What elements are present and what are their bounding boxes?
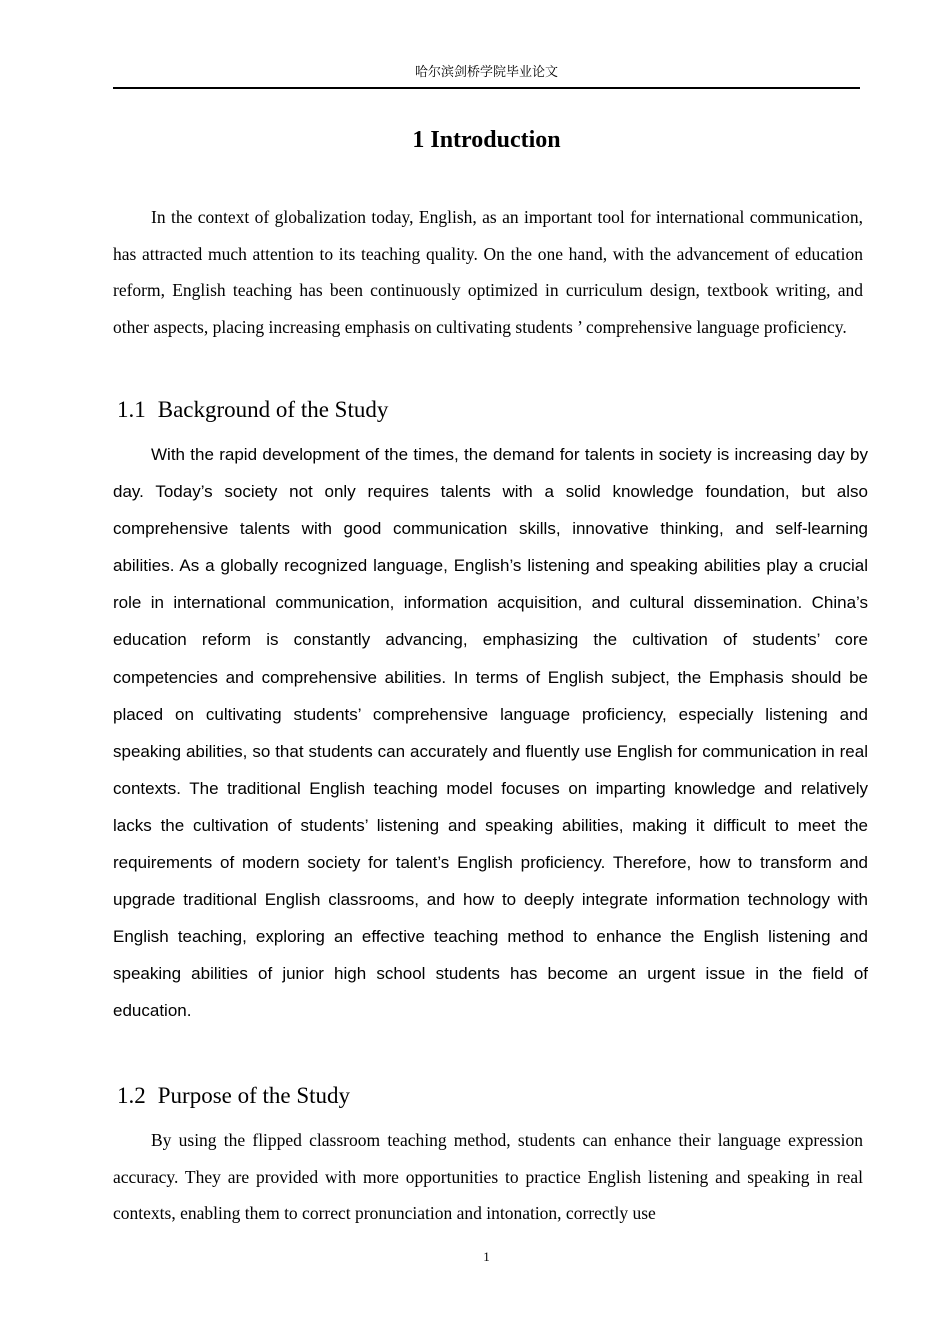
intro-paragraph: In the context of globalization today, English, as an important tool for international communication, has attracted much attention to its teaching quality. On the one hand, with the advancement of education reform, English teaching has been continuously optimized in curriculum design, textbook writing, and other aspects, placing increasing emphasis on cultivating students ’ comprehensive language proficiency.	[113, 207, 863, 337]
section-title: Purpose of the Study	[157, 1083, 351, 1108]
chapter-title: 1 Introduction	[412, 127, 561, 153]
section-heading-purpose	[117, 1081, 350, 1111]
page-number: 1	[483, 1249, 490, 1264]
background-paragraph: With the rapid development of the times, the demand for talents in society is increasing day by day. Today’s society not only requires talents with a solid knowledge foundation, but also comprehensive talents with good communication skills, innovative thinking, and self-learning abilities. As a globally recognized language, English’s listening and speaking abilities play a crucial role in international communication, information acquisition, and cultural dissemination. China’s education reform is constantly advancing, emphasizing the cultivation of students’ core competencies and comprehensive abilities. In terms of English subject, the Emphasis should be placed on cultivating students’ comprehensive language proficiency, especially listening and speaking abilities, so that students can accurately and fluently use English for communication in real contexts. The traditional English teaching model focuses on imparting knowledge and relatively lacks the cultivation of students’ listening and speaking abilities, making it difficult to meet the requirements of modern society for talent’s English proficiency. Therefore, how to transform and upgrade traditional English classrooms, and how to deeply integrate information technology with English teaching, exploring an effective teaching method to enhance the English listening and speaking abilities of junior high school students has become an urgent issue in the field of education.	[113, 445, 868, 1021]
purpose-paragraph: By using the flipped classroom teaching method, students can enhance their language expression accuracy. They are provided with more opportunities to practice English listening and speaking in real contexts, enabling them to correct pronunciation and intonation, correctly use	[113, 1130, 863, 1224]
section-number: 1.2	[117, 1083, 146, 1108]
section-number: 1.1	[117, 397, 146, 422]
page-header: 哈尔滨剑桥学院毕业论文	[414, 65, 558, 80]
section-heading-background	[117, 395, 388, 425]
header-divider	[113, 87, 860, 89]
section-title: Background of the Study	[157, 397, 389, 422]
